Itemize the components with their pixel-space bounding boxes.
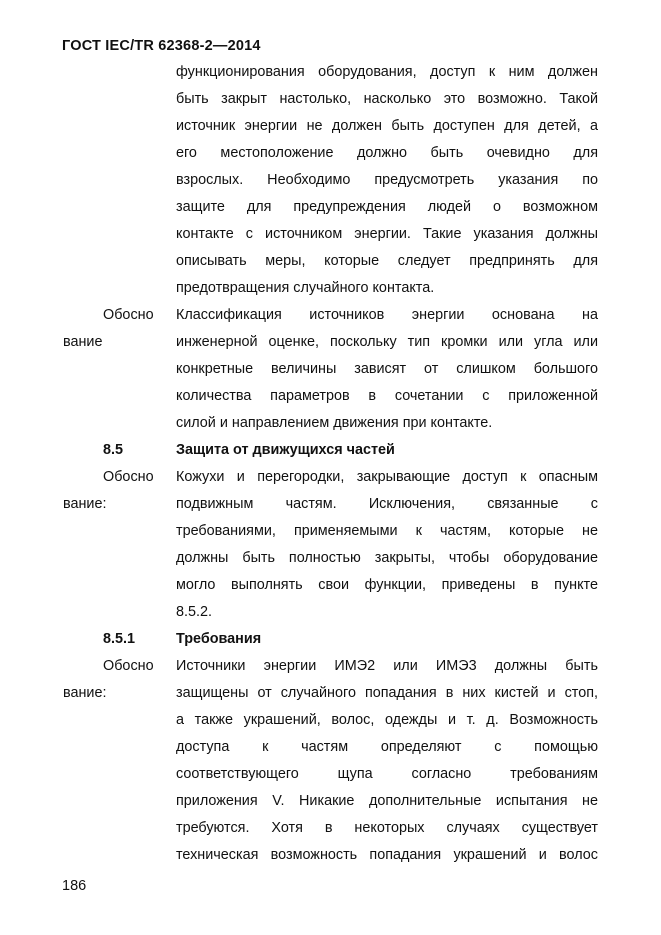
text-line: должны быть полностью закрыты, чтобы оборудование <box>176 550 598 566</box>
text-line: Источники энергии ИМЭ2 или ИМЭ3 должны быть <box>176 658 598 674</box>
text-line: защищены от случайного попадания в них кистей и стоп, <box>176 685 598 701</box>
text-line: подвижным частям. Исключения, связанные с <box>176 496 598 512</box>
text-line: требованиями, применяемыми к частям, которые не <box>176 523 598 539</box>
rationale-label: Обосно <box>103 658 154 674</box>
text-line: взрослых. Необходимо предусмотреть указания по <box>176 172 598 188</box>
document-header: ГОСТ IEC/TR 62368-2—2014 <box>62 38 261 54</box>
text-line: контакте с источником энергии. Такие указания должны <box>176 226 598 242</box>
text-line: предотвращения случайного контакта. <box>176 280 435 296</box>
text-line: конкретные величины зависят от слишком большого <box>176 361 598 377</box>
text-line: приложения V. Никакие дополнительные испытания не <box>176 793 598 809</box>
page-number: 186 <box>62 878 87 894</box>
rationale-label: вание: <box>63 496 107 512</box>
text-line: инженерной оценке, поскольку тип кромки или угла или <box>176 334 598 350</box>
text-line: требуются. Хотя в некоторых случаях существует <box>176 820 598 836</box>
text-line: 8.5.2. <box>176 604 213 620</box>
rationale-label: вание <box>63 334 103 350</box>
rationale-label: Обосно <box>103 307 154 323</box>
text-line: защите для предупреждения людей о возможном <box>176 199 598 215</box>
text-line: техническая возможность попадания украшений и волос <box>176 847 598 863</box>
rationale-label: Обосно <box>103 469 154 485</box>
text-line: соответствующего щупа согласно требованиям <box>176 766 598 782</box>
text-line: функционирования оборудования, доступ к ним должен <box>176 64 598 80</box>
text-line: могло выполнять свои функции, приведены в пункте <box>176 577 598 593</box>
text-line: источник энергии не должен быть доступен для детей, а <box>176 118 598 134</box>
text-line: силой и направлением движения при контакте. <box>176 415 493 431</box>
text-line: описывать меры, которые следует предпринять для <box>176 253 598 269</box>
section-number: 8.5.1 <box>103 631 136 647</box>
text-line: Кожухи и перегородки, закрывающие доступ к опасным <box>176 469 598 485</box>
text-line: а также украшений, волос, одежды и т. д. Возможность <box>176 712 598 728</box>
text-line: его местоположение должно быть очевидно для <box>176 145 598 161</box>
rationale-label: вание: <box>63 685 107 701</box>
section-title: Требования <box>176 631 262 647</box>
text-line: Классификация источников энергии основана на <box>176 307 598 323</box>
section-title: Защита от движущихся частей <box>176 442 395 458</box>
text-line: количества параметров в сочетании с приложенной <box>176 388 598 404</box>
section-number: 8.5 <box>103 442 124 458</box>
text-line: доступа к частям определяют с помощью <box>176 739 598 755</box>
text-line: быть закрыт настолько, насколько это возможно. Такой <box>176 91 598 107</box>
